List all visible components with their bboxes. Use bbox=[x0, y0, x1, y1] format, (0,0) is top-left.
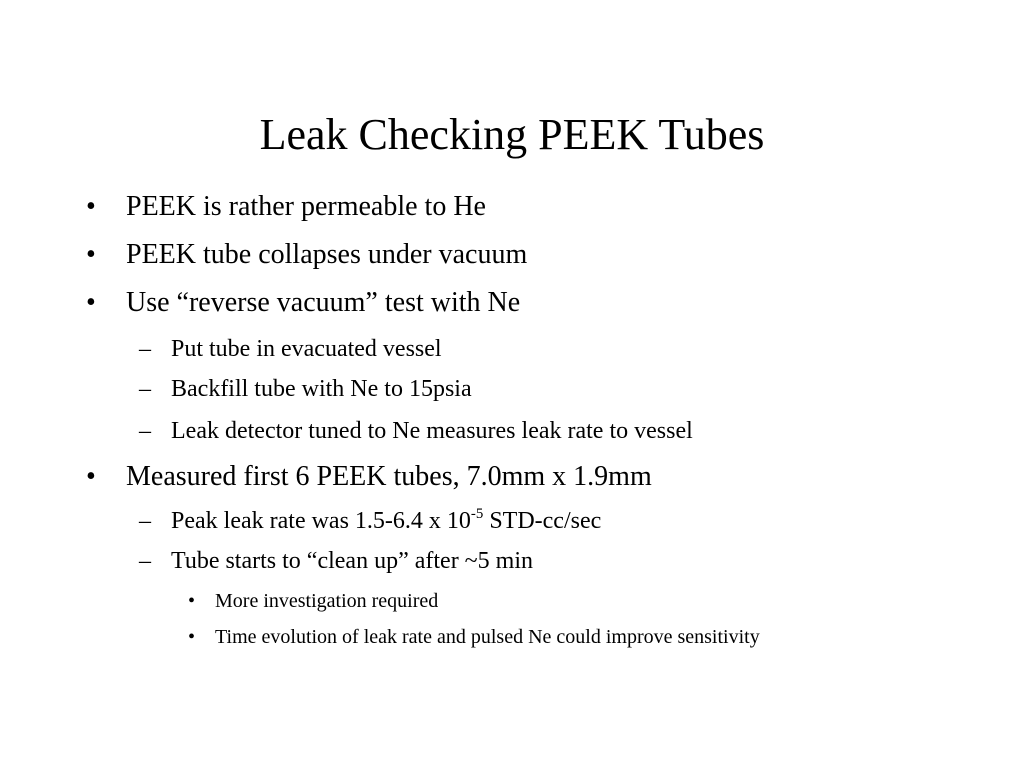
dash-marker: – bbox=[139, 418, 151, 444]
leak-rate-unit: STD-cc/sec bbox=[483, 508, 602, 534]
sub-bullet-text bbox=[171, 506, 601, 536]
slide-title: Leak Checking PEEK Tubes bbox=[259, 110, 765, 159]
sub-bullet-text: Tube starts to “clean up” after ~5 min bbox=[171, 548, 534, 574]
bullet-text: PEEK tube collapses under vacuum bbox=[126, 239, 528, 270]
dash-marker: – bbox=[139, 548, 151, 574]
sub-bullet-text: Put tube in evacuated vessel bbox=[171, 336, 442, 362]
dash-marker: – bbox=[139, 336, 151, 362]
dash-marker: – bbox=[139, 376, 151, 402]
exponent: -5 bbox=[470, 505, 484, 522]
sub-bullet-text: Leak detector tuned to Ne measures leak rate to vessel bbox=[171, 418, 693, 444]
sub-sub-bullet-text: More investigation required bbox=[215, 590, 439, 612]
bullet-text: Measured first 6 PEEK tubes, 7.0mm x 1.9mm bbox=[126, 461, 652, 492]
bullet-marker: • bbox=[188, 626, 196, 648]
leak-rate-text: Peak leak rate was 1.5-6.4 x 10 bbox=[171, 508, 471, 534]
dash-marker: – bbox=[139, 508, 151, 534]
bullet-marker: • bbox=[86, 461, 96, 492]
sub-bullet-text: Backfill tube with Ne to 15psia bbox=[171, 376, 472, 402]
bullet-text: Use “reverse vacuum” test with Ne bbox=[126, 287, 521, 318]
sub-sub-bullet-text: Time evolution of leak rate and pulsed Ne could improve sensitivity bbox=[215, 626, 760, 648]
bullet-marker: • bbox=[86, 239, 96, 270]
bullet-marker: • bbox=[188, 590, 196, 612]
bullet-text: PEEK is rather permeable to He bbox=[126, 191, 486, 222]
bullet-marker: • bbox=[86, 191, 96, 222]
bullet-marker: • bbox=[86, 287, 96, 318]
